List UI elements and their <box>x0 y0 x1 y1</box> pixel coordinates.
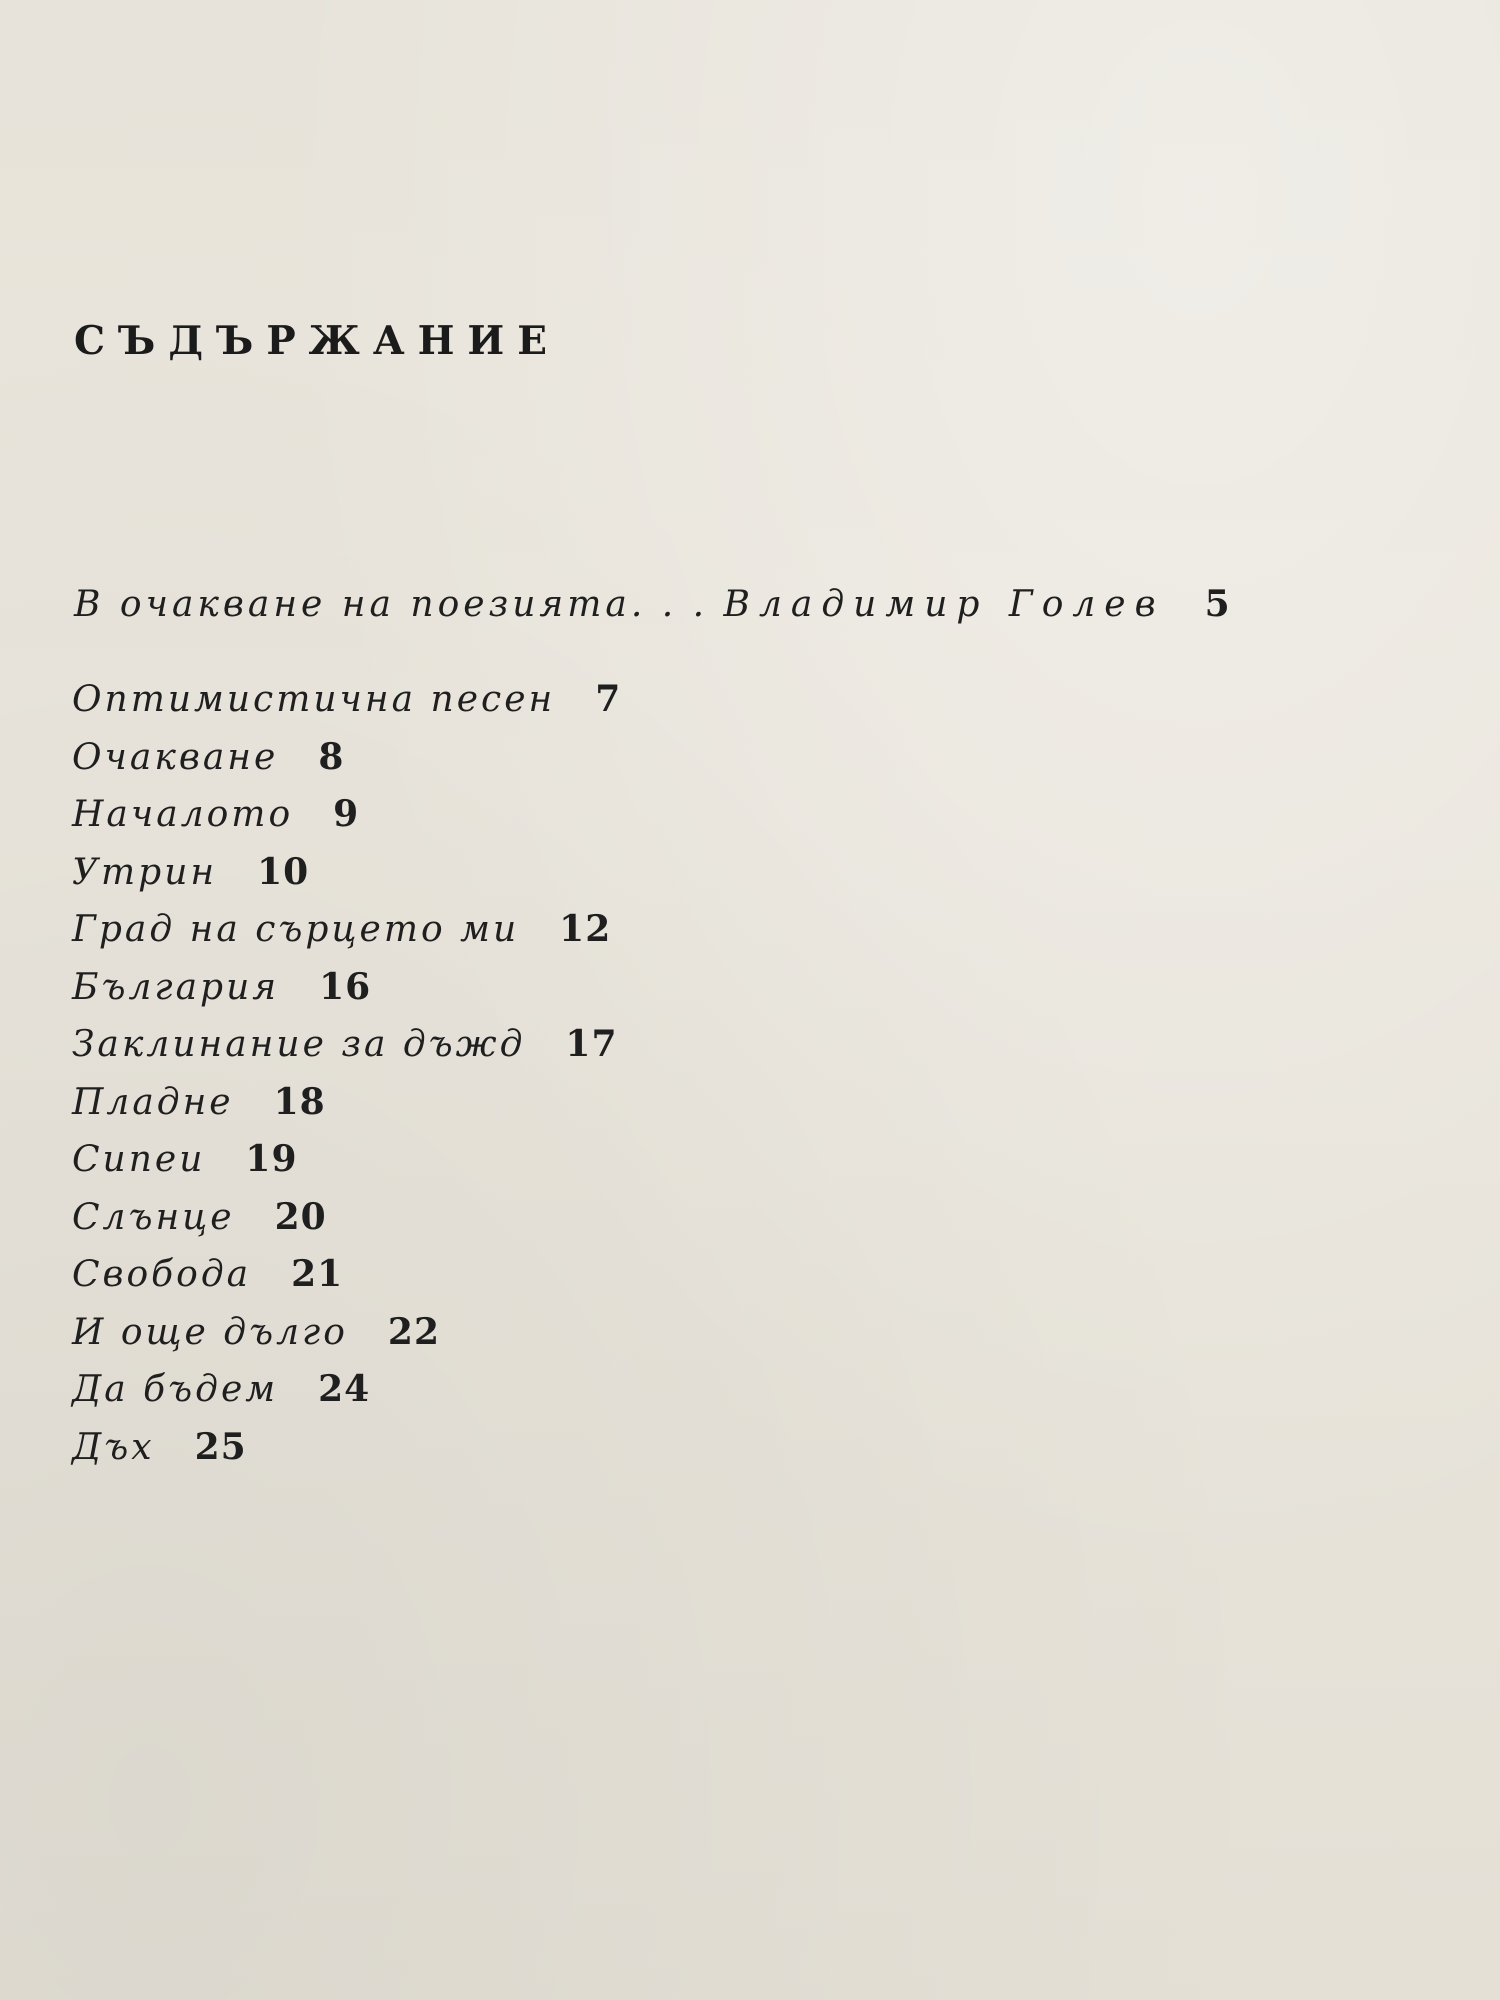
toc-entry-page: 12 <box>559 908 612 950</box>
toc-entry <box>72 1136 621 1194</box>
toc-entry <box>72 964 621 1022</box>
toc-entry-title: Град на сърцето ми <box>72 909 520 950</box>
toc-entry <box>72 1424 621 1482</box>
toc-entry <box>72 676 621 734</box>
toc-entry-page: 16 <box>319 965 372 1008</box>
toc-entry-title: Началото <box>72 794 294 835</box>
toc-entry-page: 25 <box>194 1425 247 1468</box>
contents-list <box>72 676 621 1481</box>
toc-entry-page: 8 <box>318 735 345 778</box>
toc-entry-title: Да бъдем <box>72 1369 279 1410</box>
toc-entry-page: 10 <box>257 850 310 893</box>
toc-entry <box>72 1309 621 1367</box>
toc-entry-page: 19 <box>245 1138 298 1180</box>
toc-entry-title: Очакване <box>72 736 279 778</box>
toc-entry-page: 17 <box>565 1023 618 1065</box>
toc-entry-title: Утрин <box>72 851 218 893</box>
toc-entry <box>72 791 621 849</box>
toc-entry <box>72 849 621 907</box>
toc-entry <box>72 734 621 792</box>
toc-entry-page: 18 <box>273 1080 326 1123</box>
toc-entry-page: 21 <box>291 1253 344 1295</box>
toc-entry <box>72 1079 621 1137</box>
intro-author: Владимир Голев <box>723 584 1165 625</box>
toc-entry <box>72 1251 621 1309</box>
toc-entry-title: Пладне <box>72 1081 234 1123</box>
toc-entry-page: 7 <box>595 678 622 720</box>
toc-entry-page: 20 <box>274 1195 327 1238</box>
toc-entry <box>72 1021 621 1079</box>
toc-entry-title: Слънце <box>72 1196 235 1238</box>
toc-entry-title: Заклинание за дъжд <box>72 1024 526 1065</box>
toc-entry <box>72 1194 621 1252</box>
contents-heading: СЪДЪРЖАНИЕ <box>74 318 561 364</box>
toc-entry-title: И още дълго <box>72 1311 348 1353</box>
toc-entry-page: 22 <box>387 1310 441 1353</box>
toc-entry-title: Свобода <box>72 1254 252 1295</box>
toc-entry-page: 9 <box>333 793 360 835</box>
toc-entry-title: Оптимистична песен <box>72 679 556 720</box>
toc-entry-page: 24 <box>318 1368 371 1410</box>
toc-entry <box>72 906 621 964</box>
intro-entry <box>74 583 1231 625</box>
toc-entry-title: Дъх <box>72 1426 155 1468</box>
toc-entry-title: България <box>72 966 280 1008</box>
intro-title: В очакване на поезията. . . <box>74 584 724 625</box>
toc-entry <box>72 1366 621 1424</box>
intro-page-number: 5 <box>1204 583 1231 625</box>
toc-entry-title: Сипеи <box>72 1139 206 1180</box>
